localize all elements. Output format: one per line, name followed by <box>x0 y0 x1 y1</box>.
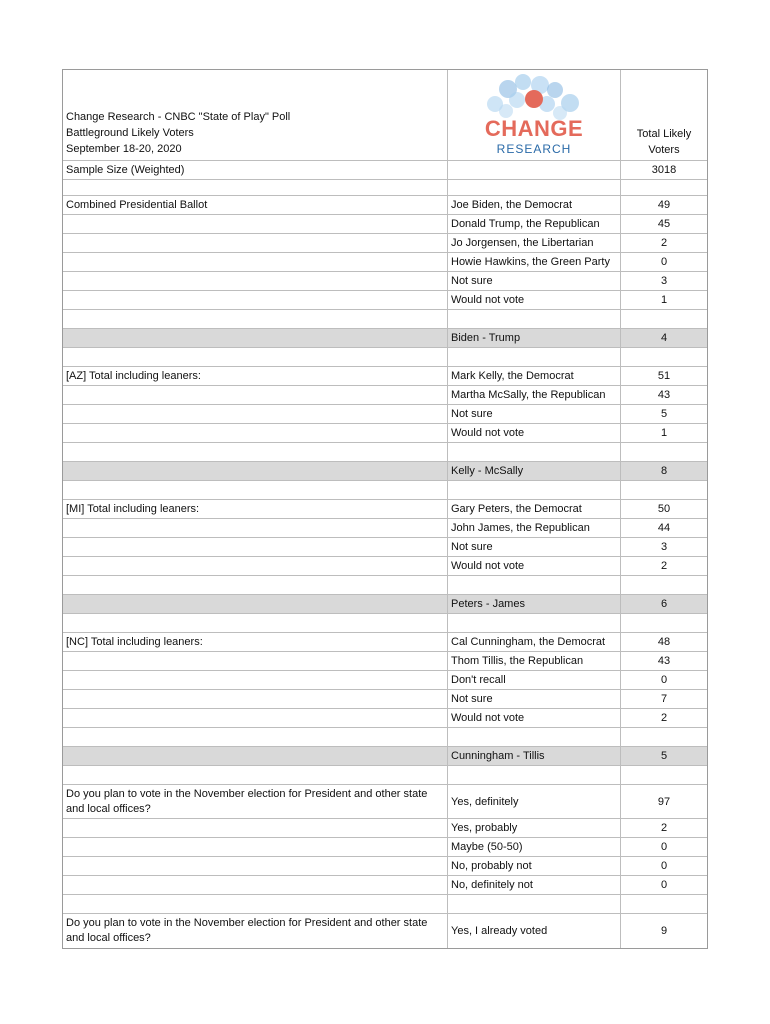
question-label: [AZ] Total including leaners: <box>63 367 448 385</box>
logo-wordmark: CHANGE <box>484 116 584 141</box>
table-row <box>63 538 707 557</box>
answer-value: 0 <box>660 674 668 686</box>
answer-value: 0 <box>660 860 668 872</box>
answer-label: Maybe (50-50) <box>448 838 621 856</box>
net-label: Biden - Trump <box>448 329 621 347</box>
spacer-row <box>63 310 707 329</box>
answer-label: Yes, definitely <box>448 785 621 818</box>
answer-label: Martha McSally, the Republican <box>448 386 621 404</box>
column-header <box>621 70 707 160</box>
net-row <box>63 329 707 348</box>
answer-label: Jo Jorgensen, the Libertarian <box>448 234 621 252</box>
net-value: 8 <box>621 462 707 480</box>
answer-value: 3 <box>660 541 668 553</box>
answer-value: 3 <box>660 275 668 287</box>
question-label: [MI] Total including leaners: <box>63 500 448 518</box>
answer-label: Would not vote <box>448 709 621 727</box>
table-row <box>63 857 707 876</box>
table-row <box>63 500 707 519</box>
net-label: Cunningham - Tillis <box>448 747 621 765</box>
logo-cell <box>448 70 621 160</box>
answer-value: 49 <box>657 199 671 211</box>
answer-label: Yes, I already voted <box>448 914 621 948</box>
spacer-row <box>63 180 707 196</box>
table-row <box>63 519 707 538</box>
answer-label: Donald Trump, the Republican <box>448 215 621 233</box>
table-row <box>63 633 707 652</box>
table-row <box>63 838 707 857</box>
table-row <box>63 652 707 671</box>
answer-label: Don't recall <box>448 671 621 689</box>
question-label: Do you plan to vote in the November election for President and other state and local offices? <box>63 785 448 818</box>
table-row <box>63 291 707 310</box>
net-value: 4 <box>621 329 707 347</box>
poll-dates: September 18-20, 2020 <box>66 143 182 155</box>
answer-label: Joe Biden, the Democrat <box>448 196 621 214</box>
spacer-row <box>63 728 707 747</box>
answer-value: 0 <box>660 256 668 268</box>
logo-subtitle: RESEARCH <box>496 142 572 156</box>
table-row <box>63 690 707 709</box>
answer-label: Not sure <box>448 690 621 708</box>
question-label: [NC] Total including leaners: <box>63 633 448 651</box>
net-row <box>63 462 707 481</box>
answer-value: 2 <box>660 822 668 834</box>
table-row <box>63 671 707 690</box>
answer-label: Thom Tillis, the Republican <box>448 652 621 670</box>
answer-label: Howie Hawkins, the Green Party <box>448 253 621 271</box>
header-row <box>63 70 707 161</box>
spacer-row <box>63 614 707 633</box>
answer-label: Mark Kelly, the Democrat <box>448 367 621 385</box>
table-row <box>63 785 707 819</box>
question-label: Combined Presidential Ballot <box>63 196 448 214</box>
answer-label: Not sure <box>448 405 621 423</box>
table-row <box>63 386 707 405</box>
sample-label: Sample Size (Weighted) <box>63 161 448 179</box>
spacer-row <box>63 576 707 595</box>
answer-value: 48 <box>657 636 671 648</box>
poll-title-block <box>63 70 448 160</box>
answer-value: 2 <box>660 560 668 572</box>
answer-value: 1 <box>660 427 668 439</box>
table-row <box>63 557 707 576</box>
spacer-row <box>63 348 707 367</box>
table-row <box>63 405 707 424</box>
net-row <box>63 595 707 614</box>
answer-value: 51 <box>657 370 671 382</box>
sample-value: 3018 <box>651 164 677 176</box>
answer-label: Would not vote <box>448 557 621 575</box>
answer-value: 2 <box>660 712 668 724</box>
net-value: 5 <box>621 747 707 765</box>
answer-value: 43 <box>657 655 671 667</box>
answer-value: 0 <box>660 879 668 891</box>
table-row <box>63 367 707 386</box>
answer-label: Yes, probably <box>448 819 621 837</box>
table-row <box>63 914 707 948</box>
answer-value: 2 <box>660 237 668 249</box>
answer-label: Would not vote <box>448 424 621 442</box>
answer-label: No, definitely not <box>448 876 621 894</box>
table-row <box>63 424 707 443</box>
poll-population: Battleground Likely Voters <box>66 127 194 139</box>
spacer-row <box>63 481 707 500</box>
change-research-logo <box>469 72 599 158</box>
net-row <box>63 747 707 766</box>
answer-label: Cal Cunningham, the Democrat <box>448 633 621 651</box>
answer-value: 7 <box>660 693 668 705</box>
net-label: Kelly - McSally <box>448 462 621 480</box>
poll-title: Change Research - CNBC "State of Play" Poll <box>66 111 291 123</box>
column-header-line1: Total Likely <box>636 128 692 140</box>
answer-label: No, probably not <box>448 857 621 875</box>
table-row <box>63 196 707 215</box>
answer-value: 50 <box>657 503 671 515</box>
answer-value: 9 <box>660 925 668 937</box>
table-row <box>63 709 707 728</box>
table-row <box>63 234 707 253</box>
table-row <box>63 819 707 838</box>
table-row <box>63 876 707 895</box>
answer-value: 45 <box>657 218 671 230</box>
net-value: 6 <box>621 595 707 613</box>
spacer-row <box>63 443 707 462</box>
answer-label: John James, the Republican <box>448 519 621 537</box>
answer-label: Gary Peters, the Democrat <box>448 500 621 518</box>
question-label: Do you plan to vote in the November election for President and other state and local offices? <box>63 914 448 948</box>
answer-value: 43 <box>657 389 671 401</box>
answer-value: 0 <box>660 841 668 853</box>
table-row <box>63 253 707 272</box>
answer-label: Would not vote <box>448 291 621 309</box>
table-row <box>63 272 707 291</box>
answer-label: Not sure <box>448 538 621 556</box>
sample-row <box>63 161 707 180</box>
answer-value: 97 <box>657 795 671 808</box>
answer-value: 1 <box>660 294 668 306</box>
column-header-line2: Voters <box>648 144 680 156</box>
net-label: Peters - James <box>448 595 621 613</box>
spacer-row <box>63 895 707 914</box>
spacer-row <box>63 766 707 785</box>
answer-label: Not sure <box>448 272 621 290</box>
table-row <box>63 215 707 234</box>
answer-value: 44 <box>657 522 671 534</box>
poll-table <box>62 69 708 949</box>
answer-value: 5 <box>660 408 668 420</box>
